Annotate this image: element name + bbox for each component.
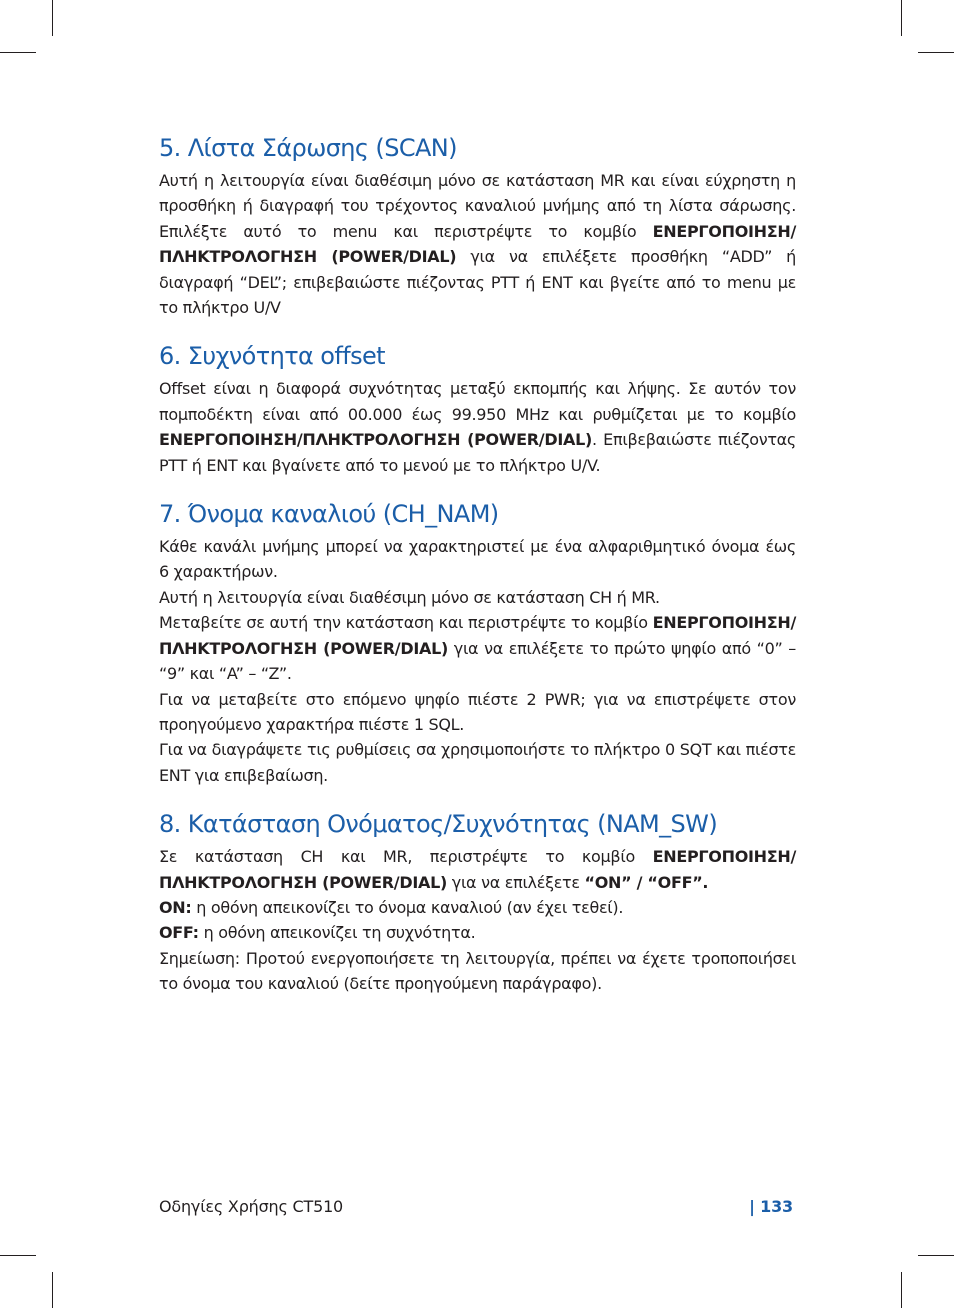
section-paragraph: Αυτή η λειτουργία είναι διαθέσιμη μόνο σε κατάσταση CH ή MR. xyxy=(159,587,660,607)
text-run: η οθόνη απεικονίζει το όνομα καναλιού (αν έχει τεθεί). xyxy=(191,897,624,917)
bold-text: “ON” / “OFF”. xyxy=(584,872,709,892)
bold-text: ΕΝΕΡΓΟΠΟΙΗΣΗ/ΠΛΗΚΤΡΟΛΟΓΗΣΗ (POWER/DIAL) xyxy=(159,430,592,450)
off-label: OFF: xyxy=(159,923,199,943)
page-content xyxy=(159,132,796,1017)
text-run: Μεταβείτε σε αυτή την κατάσταση και περιστρέψτε το κομβίο xyxy=(159,613,653,633)
section-paragraph xyxy=(159,844,796,895)
crop-mark-br-h xyxy=(918,1255,954,1256)
text-run: για να επιλέξετε προσθήκη “ADD” ή διαγραφή “DEL”; επιβεβαιώστε πιέζοντας PTT ή ENT και βγείτε από το menu με το πλήκτρο U/V xyxy=(159,247,796,318)
section-title: 5. Λίστα Σάρωσης (SCAN) xyxy=(159,134,457,162)
off-definition xyxy=(159,920,796,945)
text-run: για να επιλέξετε το πρώτο ψηφίο από “0” – “9” και “A” – “Z”. xyxy=(159,638,796,684)
bold-text: ΕΝΕΡΓΟΠΟΙΗΣΗ/ΠΛΗΚΤΡΟΛΟΓΗΣΗ (POWER/DIAL) xyxy=(159,613,796,658)
text-run: . Επιβεβαιώστε πιέζοντας PTT ή ENT και βγαίνετε από το μενού με το πλήκτρο U/V. xyxy=(159,430,796,475)
section-scan-list xyxy=(159,132,796,320)
section-paragraph: Κάθε κανάλι μνήμης μπορεί να χαρακτηριστεί με ένα αλφαριθμητικό όνομα έως 6 χαρακτήρων. xyxy=(159,537,796,582)
crop-mark-tr-h xyxy=(918,52,954,53)
section-title: 8. Κατάσταση Ονόματος/Συχνότητας (NAM_SW) xyxy=(159,810,718,839)
section-paragraph: Για να διαγράψετε τις ρυθμίσεις σα χρησιμοποιήστε το πλήκτρο 0 SQT και πιέστε ENT για επιβεβαίωση. xyxy=(159,740,796,785)
crop-mark-br-v xyxy=(901,1272,902,1308)
on-label: ON: xyxy=(159,897,192,917)
manual-title: Οδηγίες Χρήσης CT510 xyxy=(159,1197,344,1216)
crop-mark-tl-v xyxy=(52,0,53,36)
crop-mark-tl-h xyxy=(0,52,36,53)
note-paragraph: Σημείωση: Προτού ενεργοποιήσετε τη λειτουργία, πρέπει να έχετε τροποποιήσει το όνομα του καναλιού (δείτε προηγούμενη παράγραφο). xyxy=(159,948,796,994)
text-run: Αυτή η λειτουργία είναι διαθέσιμη μόνο σε κατάσταση MR και είναι εύχρηστη η προσθήκη ή διαγραφή του τρέχοντος καναλιού μνήμης από τη λίστα σάρωσης. Επιλέξτε αυτό το menu και περιστρέψτε το κομβίο xyxy=(159,171,796,241)
bold-text: ΕΝΕΡΓΟΠΟΙΗΣΗ/ΠΛΗΚΤΡΟΛΟΓΗΣΗ (POWER/DIAL) xyxy=(159,221,796,267)
text-run: για να επιλέξετε xyxy=(446,872,585,892)
section-title: 6. Συχνότητα offset xyxy=(159,342,385,371)
section-title: 7. Όνομα καναλιού (CH_NAM) xyxy=(159,500,499,529)
bold-text: ΕΝΕΡΓΟΠΟΙΗΣΗ/ΠΛΗΚΤΡΟΛΟΓΗΣΗ (POWER/DIAL) xyxy=(159,847,796,892)
text-run: Offset είναι η διαφορά συχνότητας μεταξύ εκπομπής και λήψης. Σε αυτόν τον πομποδέκτη είναι από 00.000 έως 99.950 MHz και ρυθμίζεται με το κομβίο xyxy=(159,379,796,424)
section-paragraph xyxy=(159,376,796,478)
section-paragraph xyxy=(159,168,796,320)
section-name-switch xyxy=(159,808,796,996)
crop-mark-tr-v xyxy=(901,0,902,36)
text-run: Σε κατάσταση CH και MR, περιστρέψτε το κομβίο xyxy=(159,847,653,867)
crop-mark-bl-v xyxy=(52,1272,53,1308)
section-paragraph xyxy=(159,610,796,686)
section-offset xyxy=(159,340,796,478)
section-channel-name xyxy=(159,498,796,788)
text-run: η οθόνη απεικονίζει τη συχνότητα. xyxy=(198,923,476,943)
crop-mark-bl-h xyxy=(0,1255,36,1256)
section-paragraph: Για να μεταβείτε στο επόμενο ψηφίο πιέστε 2 PWR; για να επιστρέψετε στον προηγούμενο χαρακτήρα πιέστε 1 SQL. xyxy=(159,689,796,734)
on-definition xyxy=(159,895,796,920)
page-number: | 133 xyxy=(749,1197,793,1216)
